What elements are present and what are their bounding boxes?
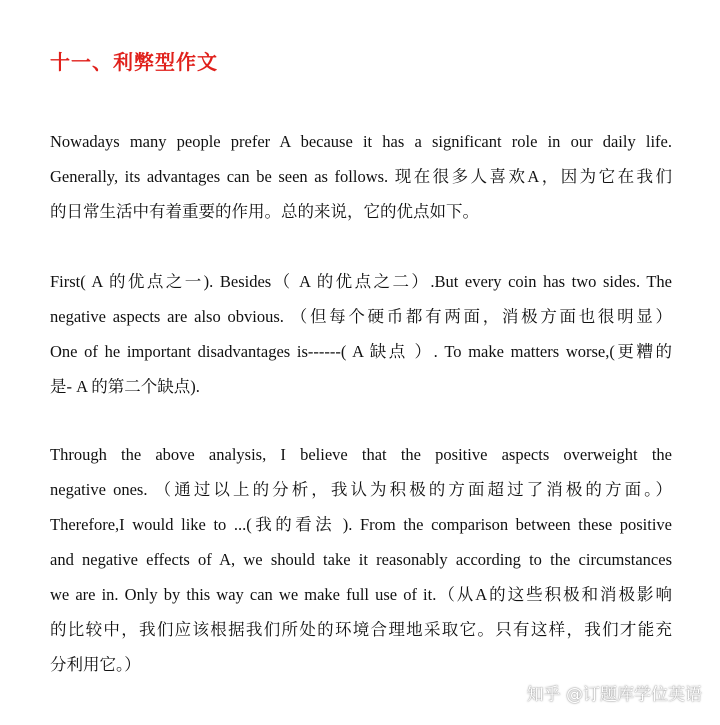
paragraph-line: Through the above analysis, I believe that the positive aspects overweight the — [50, 445, 672, 464]
paragraph-line: 的日常生活中有着重要的作用。总的来说，它的优点如下。 — [50, 202, 479, 221]
paragraph-2 — [50, 264, 672, 404]
paragraph-1 — [50, 124, 672, 229]
paragraph-line: and negative effects of A, we should take it reasonably according to the circumstances — [50, 550, 672, 569]
section-heading: 十一、利弊型作文 — [50, 50, 218, 74]
paragraph-line: 分利用它。） — [50, 655, 141, 674]
paragraph-line: negative ones. （通过以上的分析，我认为积极的方面超过了消极的方面。） — [50, 480, 672, 499]
paragraph-line: 是- A 的第二个缺点). — [50, 377, 200, 396]
watermark: 知乎 @订题库学位英语 — [526, 685, 702, 705]
paragraph-line: Therefore,I would like to ...(我的看法 ). From the comparison between these positive — [50, 515, 672, 534]
paragraph-line: One of he important disadvantages is------( A 缺点 ）. To make matters worse,(更糟的 — [50, 342, 672, 361]
paragraph-line: 的比较中，我们应该根据我们所处的环境合理地采取它。只有这样，我们才能充 — [50, 620, 672, 639]
paragraph-line: we are in. Only by this way can we make full use of it.（从A的这些积极和消极影响 — [50, 585, 672, 604]
paragraph-line: Nowadays many people prefer A because it has a significant role in our daily life. — [50, 132, 672, 151]
paragraph-line: negative aspects are also obvious. （但每个硬币都有两面，消极方面也很明显） — [50, 307, 672, 326]
paragraph-line: Generally, its advantages can be seen as follows. 现在很多人喜欢A，因为它在我们 — [50, 167, 672, 186]
paragraph-line: First( A 的优点之一). Besides（ A 的优点之二）.But every coin has two sides. The — [50, 272, 672, 291]
paragraph-3 — [50, 437, 672, 682]
